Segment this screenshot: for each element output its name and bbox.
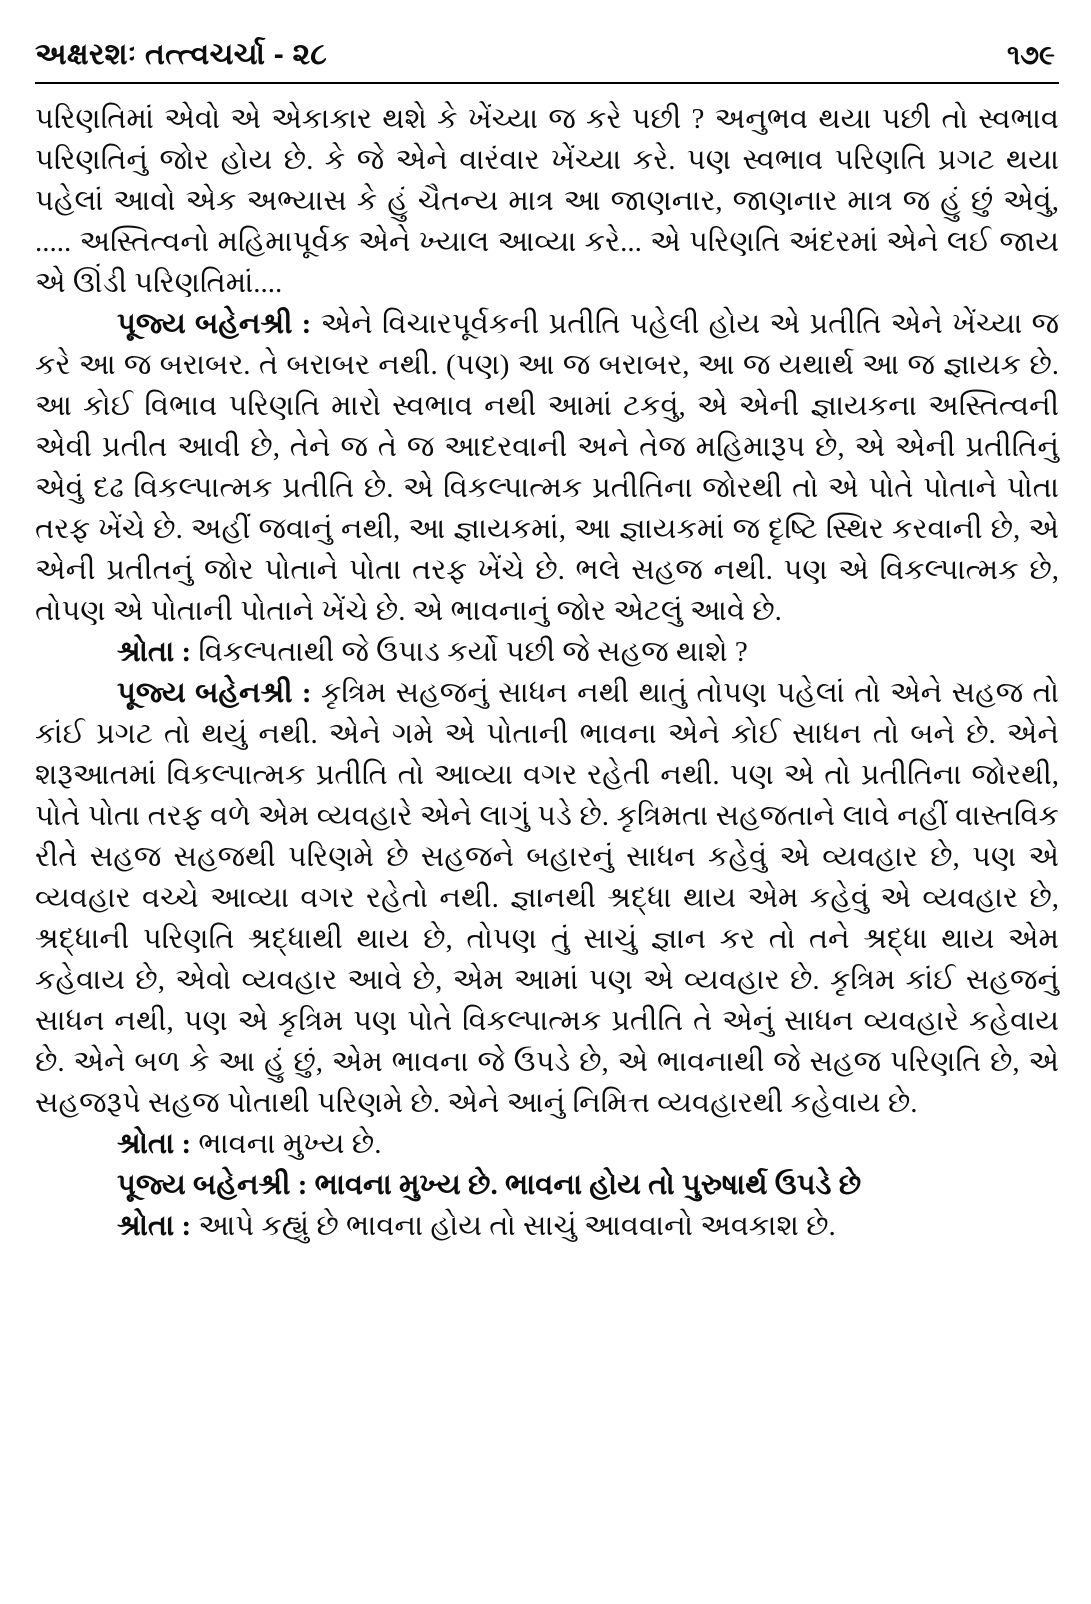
speaker-label: શ્રોતા : [117, 1210, 192, 1242]
paragraph-pujya-bahenshri [35, 304, 1059, 632]
paragraph-shrota [35, 632, 1059, 673]
speaker-label: પૂજ્ય બહેનશ્રી : [117, 308, 312, 340]
page-body [35, 99, 1059, 1247]
paragraph-text: આપે કહ્યું છે ભાવના હોય તો સાચું આવવાનો અવકાશ છે. [198, 1210, 836, 1242]
paragraph-text: ભાવના મુખ્ય છે. ભાવના હોય તો પુરુષાર્થ ઉપડે છે [314, 1169, 862, 1201]
paragraph-text: કૃત્રિમ સહજનું સાધન નથી થાતું તોપણ પહેલાં તો એને સહજ તો કાંઈ પ્રગટ તો થયું નથી. એને ગમે એ પોતાની ભાવના એને કોઈ સાધન તો બને છે. એને શરૂઆતમાં વિકલ્પાત્મક પ્રતીતિ તો આવ્યા વગર રહેતી નથી. પણ એ તો પ્રતીતિના જોરથી, પોતે પોતા તરફ વળે એમ વ્યવહારે એને લાગું પડે છે. કૃત્રિમતા સહજતાને લાવે નહીં વાસ્તવિક રીતે સહજ સહજથી પરિણમે છે સહજને બહારનું સાધન કહેવું એ વ્યવહાર છે, પણ એ વ્યવહાર વચ્ચે આવ્યા વગર રહેતો નથી. જ્ઞાનથી શ્રદ્ધા થાય એમ કહેવું એ વ્યવહાર છે, શ્રદ્ધાની પરિણતિ શ્રદ્ધાથી થાય છે, તોપણ તું સાચું જ્ઞાન કર તો તને શ્રદ્ધા થાય એમ કહેવાય છે, એવો વ્યવહાર આવે છે, એમ આમાં પણ એ વ્યવહાર છે. કૃત્રિમ કાંઈ સહજનું સાધન નથી, પણ એ કૃત્રિમ પણ પોતે વિકલ્પાત્મક પ્રતીતિ તે એનું સાધન વ્યવહારે કહેવાય છે. એને બળ કે આ હું છું, એમ ભાવના જે ઉપડે છે, એ ભાવનાથી જે સહજ પરિણતિ છે, એ સહજરૂપે સહજ પોતાથી પરિણમે છે. એને આનું નિમિત્ત વ્યવહારથી કહેવાય છે. [35, 677, 1060, 1119]
paragraph-continuation [35, 99, 1059, 304]
paragraph-text: ભાવના મુખ્ય છે. [198, 1128, 382, 1160]
paragraph-text: એને વિચારપૂર્વકની પ્રતીતિ પહેલી હોય એ પ્રતીતિ એને ખેંચ્યા જ કરે આ જ બરાબર. તે બરાબર નથી. (પણ) આ જ બરાબર, આ જ યથાર્થ આ જ જ્ઞાયક છે. આ કોઈ વિભાવ પરિણતિ મારો સ્વભાવ નથી આમાં ટકવું, એ એની જ્ઞાયકના અસ્તિત્વની એવી પ્રતીત આવી છે, તેને જ તે જ આદરવાની અને તેજ મહિમારૂપ છે, એ એની પ્રતીતિનું એવું દઢ વિકલ્પાત્મક પ્રતીતિ છે. એ વિકલ્પાત્મક પ્રતીતિના જોરથી તો એ પોતે પોતાને પોતા તરફ ખેંચે છે. અહીં જવાનું નથી, આ જ્ઞાયકમાં, આ જ્ઞાયકમાં જ દૃષ્ટિ સ્થિર કરવાની છે, એ એની પ્રતીતનું જોર પોતાને પોતા તરફ ખેંચે છે. ભલે સહજ નથી. પણ એ વિકલ્પાત્મક છે, તોપણ એ પોતાની પોતાને ખેંચે છે. એ ભાવનાનું જોર એટલું આવે છે. [35, 308, 1060, 627]
speaker-label: પૂજ્ય બહેનશ્રી : [117, 677, 312, 709]
page-header [35, 38, 1059, 72]
speaker-label: પૂજ્ય બહેનશ્રી : [117, 1169, 308, 1201]
speaker-label: શ્રોતા : [117, 1128, 192, 1160]
header-rule [35, 82, 1059, 84]
paragraph-pujya-bahenshri [35, 673, 1059, 1124]
paragraph-pujya-bahenshri-bold [35, 1165, 1059, 1206]
paragraph-shrota [35, 1124, 1059, 1165]
paragraph-text: વિકલ્પતાથી જે ઉપાડ કર્યો પછી જે સહજ થાશે ? [198, 636, 748, 668]
speaker-label: શ્રોતા : [117, 636, 192, 668]
paragraph-shrota [35, 1206, 1059, 1247]
page-number: ૧૭૯ [1007, 40, 1055, 70]
paragraph-text: પરિણતિમાં એવો એ એકાકાર થશે કે ખેંચ્યા જ કરે પછી ? અનુભવ થયા પછી તો સ્વભાવ પરિણતિનું જોર હોય છે. કે જે એને વારંવાર ખેંચ્યા કરે. પણ સ્વભાવ પરિણતિ પ્રગટ થયા પહેલાં આવો એક અભ્યાસ કે હું ચૈતન્ય માત્ર આ જાણનાર, જાણનાર માત્ર જ હું છું એવું, ..... અસ્તિત્વનો મહિમાપૂર્વક એને ખ્યાલ આવ્યા કરે... એ પરિણતિ અંદરમાં એને લઈ જાય એ ઊંડી પરિણતિમાં.... [35, 103, 1059, 299]
chapter-title: અક્ષરશઃ તત્ત્વચર્ચા - ૨૮ [35, 38, 327, 71]
